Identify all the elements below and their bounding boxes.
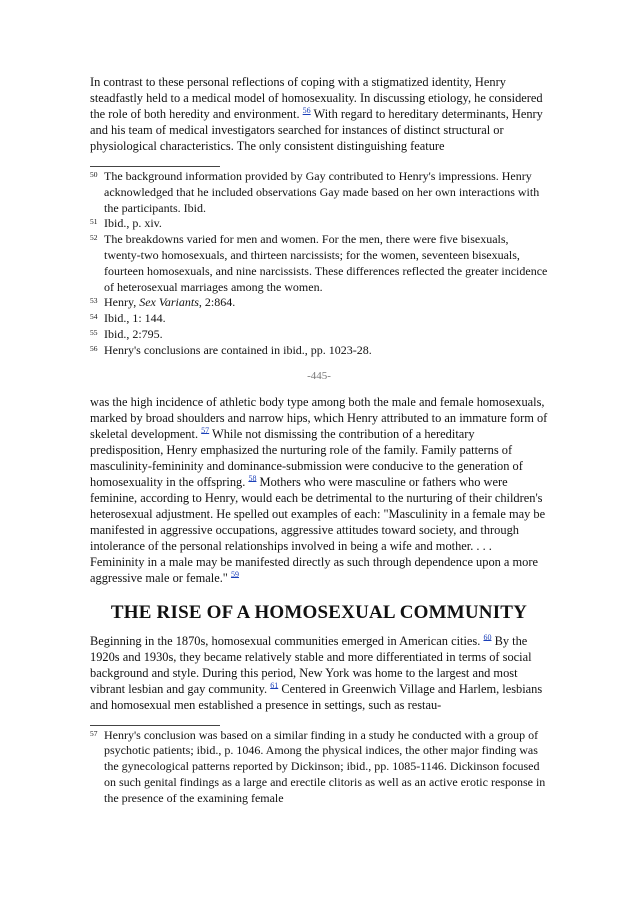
footnote-55	[90, 327, 548, 343]
footnote-number: 54	[90, 312, 98, 322]
paragraph-text: Centered in Greenwich Village and Harlem, lesbians and homosexual men established a presence in settings, such as restau-	[90, 681, 543, 712]
footnote-number: 56	[90, 343, 98, 353]
footnote-link-56[interactable]: 56	[302, 105, 311, 115]
footnote-rule	[90, 725, 220, 726]
footnote-number: 50	[90, 170, 98, 179]
footnotes-top	[90, 169, 548, 359]
paragraph-text: By the 1920s and 1930s, they became relatively stable and more differentiated in terms of social background and style. During this period, New York was home to the largest and most vibrant lesbian and gay community.	[90, 633, 532, 696]
footnote-text: The breakdowns varied for men and women. For the men, there were five bisexuals, twenty-two homosexuals, and thirteen narcissists; for the women, seventeen bisexuals, fourteen homosexuals, and nine narcissists. These differences reflected the greater incidence of heterosexual marriages among the women.	[104, 232, 548, 294]
footnote-link-60[interactable]: 60	[483, 632, 492, 642]
footnote-number: 52	[90, 233, 98, 243]
footnote-text: , 2:864.	[198, 295, 236, 310]
paragraph-text: While not dismissing the contribution of a hereditary predisposition, Henry emphasized the nurturing role of the family. Family patterns of masculinity-femininity and dominance-submission were conducive to the generation of homosexuality in the offspring.	[90, 426, 523, 489]
document-page	[90, 74, 548, 807]
footnote-link-57[interactable]: 57	[201, 425, 210, 435]
paragraph-body-type	[90, 394, 548, 586]
paragraph-text: Mothers who were masculine or fathers who were feminine, according to Henry, would each be detrimental to the nurturing of their children's heterosexual adjustment. He spelled out examples of each: "Masculinity in a female may be manifested in aggressive occupations, aggressive attitudes toward society, and through intolerance of the personal relationships involved in being a wife and mother. . . . Femininity in a male may be manifested directly as such through dependence upon a more aggressive male or female."	[90, 474, 546, 585]
footnote-link-61[interactable]: 61	[270, 680, 279, 690]
footnote-52	[90, 232, 548, 295]
footnote-number: 55	[90, 327, 98, 337]
paragraph-text: Beginning in the 1870s, homosexual communities emerged in American cities.	[90, 633, 481, 648]
footnote-53	[90, 295, 548, 311]
footnote-text: Henry's conclusion was based on a similar finding in a study he conducted with a group of psychotic patients; ibid., p. 1046. Among the physical indices, the other major finding was the gynecological patterns reported by Dickinson; ibid., pp. 1085-1146. Dickinson focused on such genital findings as a large and erectile clitoris as well as an active erotic response in the presence of the examining female	[104, 727, 546, 805]
paragraph-heredity	[90, 74, 548, 154]
paragraph-text: With regard to hereditary determinants, Henry and his team of medical investigators searched for instances of distinct structural or physiological characteristics. The only consistent distinguishing feature	[90, 107, 543, 153]
footnote-51	[90, 216, 548, 232]
footnote-56	[90, 343, 548, 359]
book-title: Sex Variants	[139, 295, 199, 310]
footnote-link-59[interactable]: 59	[230, 569, 239, 579]
footnote-text: Ibid., 1: 144.	[104, 311, 166, 326]
footnote-link-58[interactable]: 58	[248, 473, 257, 483]
footnotes-bottom	[90, 728, 548, 807]
footnote-text: Henry's conclusions are contained in ibid., pp. 1023-28.	[104, 342, 372, 357]
footnote-54	[90, 311, 548, 327]
footnote-number: 51	[90, 217, 98, 227]
footnote-text: The background information provided by Gay contributed to Henry's impressions. Henry acknowledged that he included observations Gay made based on her own interactions with the participants. Ibid.	[104, 169, 540, 215]
paragraph-community	[90, 633, 548, 713]
paragraph-text: was the high incidence of athletic body type among both the male and female homosexuals, marked by broad shoulders and narrow hips, which Henry attributed to an immature form of skeletal development.	[90, 394, 548, 441]
footnote-rule	[90, 166, 220, 167]
footnote-text: Ibid., p. xiv.	[104, 216, 162, 231]
footnote-50	[90, 169, 548, 216]
page-number: -445-	[307, 369, 331, 382]
footnote-57	[90, 728, 548, 807]
footnote-number: 57	[90, 728, 98, 738]
footnote-number: 53	[90, 296, 98, 306]
footnote-text: Henry,	[104, 295, 140, 310]
paragraph-text: In contrast to these personal reflections of coping with a stigmatized identity, Henry steadfastly held to a medical model of homosexuality. In discussing etiology, he considered the role of both heredity and environment.	[90, 75, 543, 121]
section-heading: THE RISE OF A HOMOSEXUAL COMMUNITY	[110, 601, 528, 623]
footnote-text: Ibid., 2:795.	[104, 326, 163, 341]
